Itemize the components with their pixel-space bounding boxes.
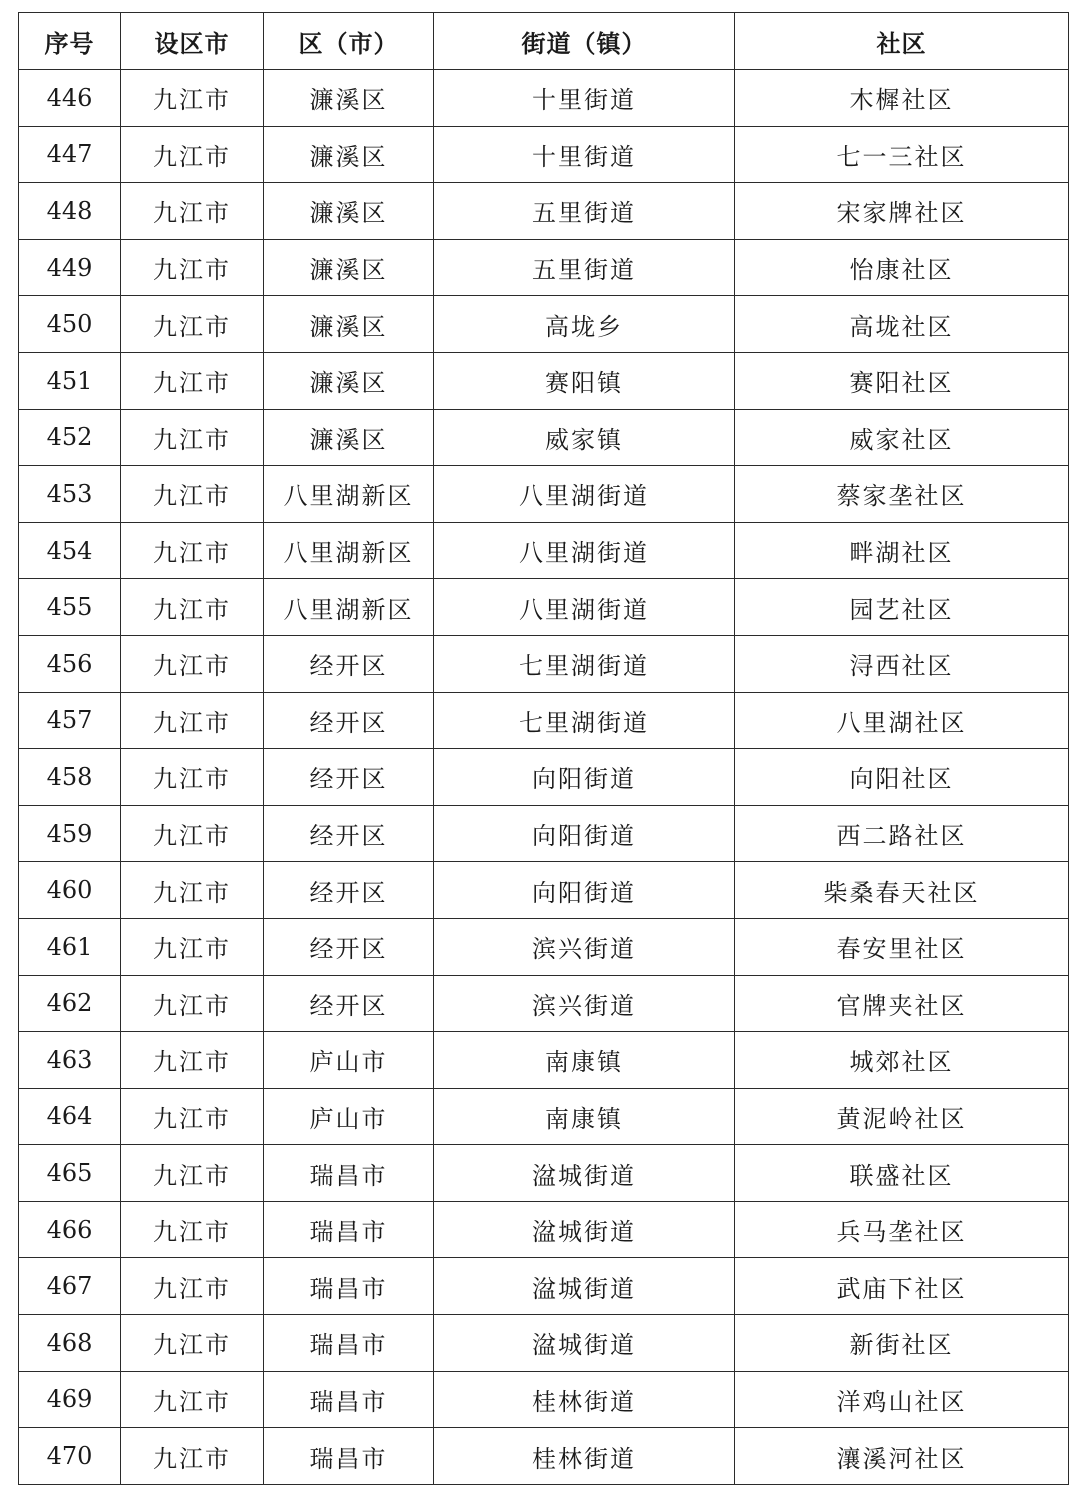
cell-serial-number: 455: [19, 579, 121, 636]
cell-district: 瑞昌市: [264, 1428, 434, 1485]
table-row: [19, 466, 1069, 523]
cell-city: 九江市: [121, 805, 264, 862]
cell-community: 武庙下社区: [735, 1258, 1069, 1315]
cell-street-town: 高垅乡: [434, 296, 735, 353]
cell-community: 怡康社区: [735, 239, 1069, 296]
cell-district: 瑞昌市: [264, 1201, 434, 1258]
cell-city: 九江市: [121, 126, 264, 183]
cell-city: 九江市: [121, 1145, 264, 1202]
cell-serial-number: 449: [19, 239, 121, 296]
cell-street-town: 威家镇: [434, 409, 735, 466]
table-row: [19, 70, 1069, 127]
cell-district: 濂溪区: [264, 296, 434, 353]
cell-district: 经开区: [264, 749, 434, 806]
table-row: [19, 862, 1069, 919]
cell-city: 九江市: [121, 409, 264, 466]
cell-serial-number: 460: [19, 862, 121, 919]
cell-street-town: 五里街道: [434, 239, 735, 296]
cell-district: 瑞昌市: [264, 1371, 434, 1428]
header-street-town: 街道（镇）: [434, 13, 735, 70]
cell-city: 九江市: [121, 1201, 264, 1258]
cell-community: 瀼溪河社区: [735, 1428, 1069, 1485]
table-row: [19, 183, 1069, 240]
cell-city: 九江市: [121, 466, 264, 523]
cell-district: 瑞昌市: [264, 1145, 434, 1202]
cell-serial-number: 447: [19, 126, 121, 183]
cell-serial-number: 459: [19, 805, 121, 862]
cell-city: 九江市: [121, 296, 264, 353]
cell-city: 九江市: [121, 579, 264, 636]
cell-community: 兵马垄社区: [735, 1201, 1069, 1258]
table-row: [19, 918, 1069, 975]
table-row: [19, 522, 1069, 579]
cell-street-town: 湓城街道: [434, 1258, 735, 1315]
cell-city: 九江市: [121, 918, 264, 975]
cell-street-town: 向阳街道: [434, 805, 735, 862]
cell-community: 七一三社区: [735, 126, 1069, 183]
cell-street-town: 五里街道: [434, 183, 735, 240]
cell-city: 九江市: [121, 522, 264, 579]
cell-street-town: 湓城街道: [434, 1201, 735, 1258]
cell-street-town: 赛阳镇: [434, 352, 735, 409]
cell-community: 宋家牌社区: [735, 183, 1069, 240]
cell-street-town: 滨兴街道: [434, 975, 735, 1032]
cell-district: 濂溪区: [264, 126, 434, 183]
cell-serial-number: 454: [19, 522, 121, 579]
cell-street-town: 桂林街道: [434, 1428, 735, 1485]
cell-serial-number: 470: [19, 1428, 121, 1485]
cell-district: 八里湖新区: [264, 466, 434, 523]
cell-street-town: 七里湖街道: [434, 692, 735, 749]
cell-street-town: 八里湖街道: [434, 522, 735, 579]
cell-district: 濂溪区: [264, 70, 434, 127]
cell-serial-number: 452: [19, 409, 121, 466]
cell-street-town: 湓城街道: [434, 1315, 735, 1372]
cell-district: 瑞昌市: [264, 1258, 434, 1315]
cell-city: 九江市: [121, 1032, 264, 1089]
table-row: [19, 692, 1069, 749]
cell-serial-number: 464: [19, 1088, 121, 1145]
table-row: [19, 1315, 1069, 1372]
cell-street-town: 八里湖街道: [434, 579, 735, 636]
cell-street-town: 七里湖街道: [434, 635, 735, 692]
table-row: [19, 1032, 1069, 1089]
cell-district: 濂溪区: [264, 409, 434, 466]
cell-district: 经开区: [264, 635, 434, 692]
cell-street-town: 湓城街道: [434, 1145, 735, 1202]
cell-city: 九江市: [121, 862, 264, 919]
table-row: [19, 126, 1069, 183]
cell-community: 联盛社区: [735, 1145, 1069, 1202]
cell-district: 经开区: [264, 692, 434, 749]
cell-district: 经开区: [264, 975, 434, 1032]
cell-community: 新街社区: [735, 1315, 1069, 1372]
cell-community: 城郊社区: [735, 1032, 1069, 1089]
table-row: [19, 1371, 1069, 1428]
cell-district: 濂溪区: [264, 352, 434, 409]
cell-serial-number: 468: [19, 1315, 121, 1372]
community-list-table: [18, 12, 1069, 1485]
cell-street-town: 南康镇: [434, 1032, 735, 1089]
cell-street-town: 十里街道: [434, 70, 735, 127]
cell-serial-number: 469: [19, 1371, 121, 1428]
cell-serial-number: 458: [19, 749, 121, 806]
cell-district: 经开区: [264, 918, 434, 975]
cell-district: 经开区: [264, 805, 434, 862]
cell-community: 威家社区: [735, 409, 1069, 466]
table-row: [19, 749, 1069, 806]
cell-serial-number: 463: [19, 1032, 121, 1089]
header-community: 社区: [735, 13, 1069, 70]
cell-serial-number: 456: [19, 635, 121, 692]
cell-district: 庐山市: [264, 1032, 434, 1089]
cell-community: 西二路社区: [735, 805, 1069, 862]
header-city: 设区市: [121, 13, 264, 70]
cell-district: 八里湖新区: [264, 522, 434, 579]
table-row: [19, 635, 1069, 692]
cell-city: 九江市: [121, 1428, 264, 1485]
cell-city: 九江市: [121, 70, 264, 127]
header-serial-number: 序号: [19, 13, 121, 70]
cell-community: 黄泥岭社区: [735, 1088, 1069, 1145]
table-row: [19, 239, 1069, 296]
cell-community: 赛阳社区: [735, 352, 1069, 409]
cell-serial-number: 446: [19, 70, 121, 127]
cell-serial-number: 467: [19, 1258, 121, 1315]
cell-serial-number: 451: [19, 352, 121, 409]
cell-serial-number: 448: [19, 183, 121, 240]
cell-city: 九江市: [121, 749, 264, 806]
cell-city: 九江市: [121, 692, 264, 749]
cell-community: 洋鸡山社区: [735, 1371, 1069, 1428]
table-row: [19, 1201, 1069, 1258]
cell-community: 八里湖社区: [735, 692, 1069, 749]
cell-city: 九江市: [121, 1371, 264, 1428]
cell-serial-number: 453: [19, 466, 121, 523]
cell-city: 九江市: [121, 239, 264, 296]
cell-serial-number: 461: [19, 918, 121, 975]
cell-city: 九江市: [121, 1258, 264, 1315]
table-row: [19, 579, 1069, 636]
cell-community: 高垅社区: [735, 296, 1069, 353]
cell-district: 八里湖新区: [264, 579, 434, 636]
cell-city: 九江市: [121, 975, 264, 1032]
table-body: [19, 70, 1069, 1485]
cell-city: 九江市: [121, 1088, 264, 1145]
cell-street-town: 南康镇: [434, 1088, 735, 1145]
cell-street-town: 八里湖街道: [434, 466, 735, 523]
cell-city: 九江市: [121, 183, 264, 240]
table-row: [19, 1145, 1069, 1202]
cell-serial-number: 465: [19, 1145, 121, 1202]
table-row: [19, 409, 1069, 466]
table-row: [19, 1428, 1069, 1485]
cell-district: 濂溪区: [264, 239, 434, 296]
cell-community: 官牌夹社区: [735, 975, 1069, 1032]
table-row: [19, 805, 1069, 862]
table-row: [19, 352, 1069, 409]
cell-city: 九江市: [121, 635, 264, 692]
cell-street-town: 向阳街道: [434, 862, 735, 919]
cell-community: 向阳社区: [735, 749, 1069, 806]
cell-street-town: 向阳街道: [434, 749, 735, 806]
cell-street-town: 十里街道: [434, 126, 735, 183]
cell-community: 蔡家垄社区: [735, 466, 1069, 523]
table-row: [19, 296, 1069, 353]
cell-district: 经开区: [264, 862, 434, 919]
cell-serial-number: 466: [19, 1201, 121, 1258]
cell-serial-number: 450: [19, 296, 121, 353]
cell-city: 九江市: [121, 352, 264, 409]
cell-serial-number: 462: [19, 975, 121, 1032]
cell-community: 畔湖社区: [735, 522, 1069, 579]
cell-street-town: 滨兴街道: [434, 918, 735, 975]
table-row: [19, 975, 1069, 1032]
cell-community: 柴桑春天社区: [735, 862, 1069, 919]
cell-serial-number: 457: [19, 692, 121, 749]
cell-community: 春安里社区: [735, 918, 1069, 975]
table-row: [19, 1088, 1069, 1145]
cell-community: 园艺社区: [735, 579, 1069, 636]
cell-district: 濂溪区: [264, 183, 434, 240]
header-district: 区（市）: [264, 13, 434, 70]
cell-district: 庐山市: [264, 1088, 434, 1145]
cell-city: 九江市: [121, 1315, 264, 1372]
cell-street-town: 桂林街道: [434, 1371, 735, 1428]
cell-community: 木樨社区: [735, 70, 1069, 127]
table-header-row: [19, 13, 1069, 70]
cell-district: 瑞昌市: [264, 1315, 434, 1372]
cell-community: 浔西社区: [735, 635, 1069, 692]
table-row: [19, 1258, 1069, 1315]
